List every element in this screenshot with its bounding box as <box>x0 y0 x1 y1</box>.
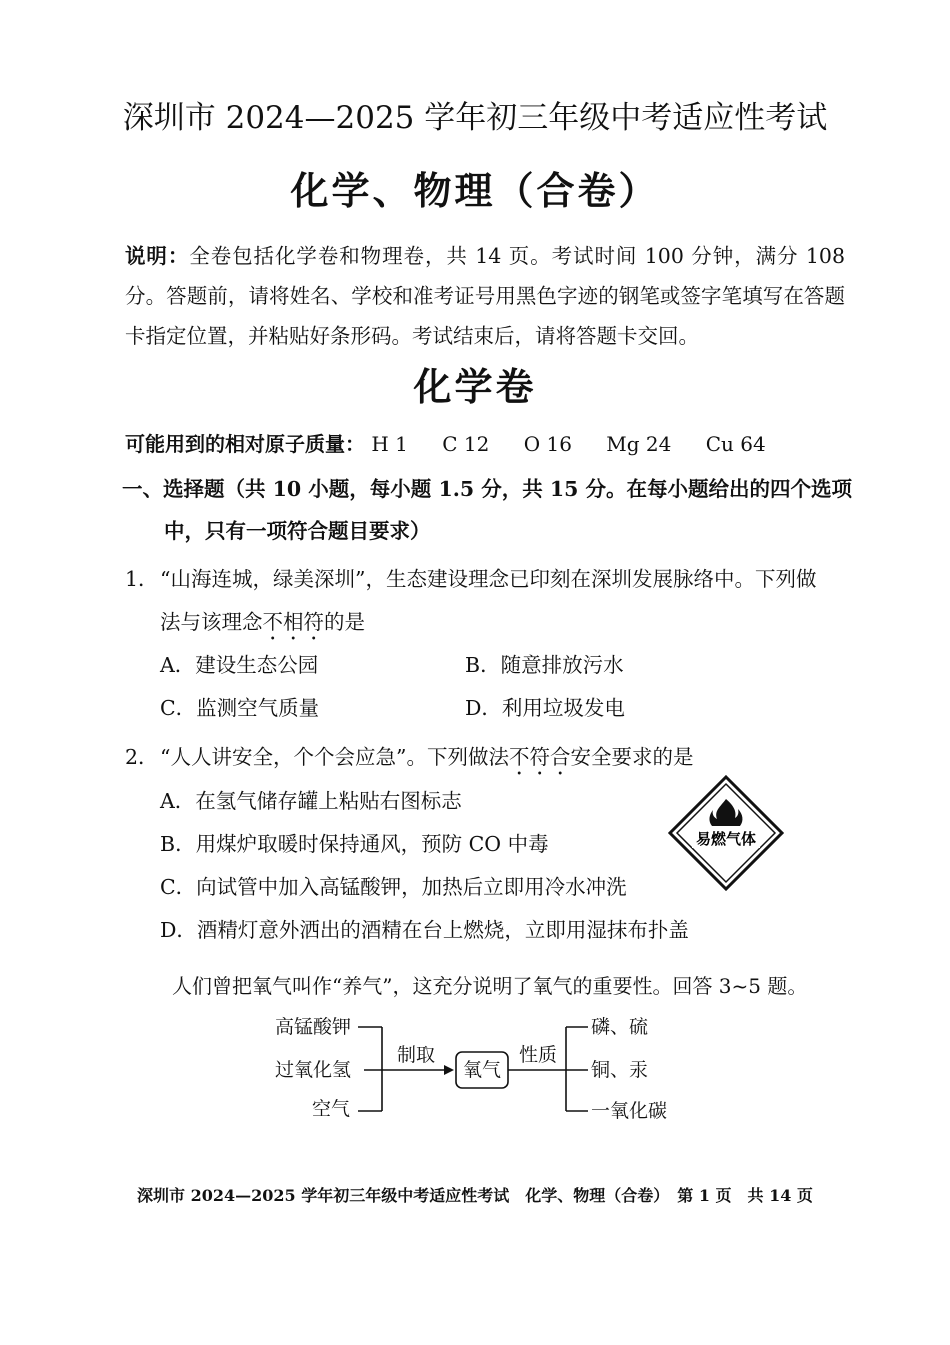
q1-option-c: C．监测空气质量 <box>160 696 320 720</box>
q2-option-b: B．用煤炉取暖时保持通风，预防 CO 中毒 <box>160 832 549 856</box>
atomic-mass-item: O 16 <box>523 432 572 456</box>
q1-emphasis: 不相符 <box>262 610 324 634</box>
atomic-mass-item: Cu 64 <box>705 432 766 456</box>
q2-number: 2． <box>125 745 159 769</box>
section1-line2: 中，只有一项符合题目要求） <box>164 519 431 543</box>
section1-heading <box>122 468 852 552</box>
exam-header-title: 深圳市 2024—2025 学年初三年级中考适应性考试 <box>122 100 828 136</box>
q2-stem-pre: “人人讲安全，个个会应急”。下列做法 <box>160 745 509 769</box>
q2-option-a: A．在氢气储存罐上粘贴右图标志 <box>160 789 462 813</box>
q1-stem-pre: 法与该理念 <box>160 610 263 634</box>
flammable-gas-sign-icon <box>668 775 784 891</box>
oxygen-diagram <box>260 1005 700 1130</box>
property-label: 性质 <box>519 1044 558 1066</box>
instructions-label: 说明： <box>125 244 190 268</box>
intro-q3-5: 人们曾把氧气叫作“养气”，这充分说明了氧气的重要性。回答 3~5 题。 <box>172 974 808 998</box>
atomic-mass-item: H 1 <box>371 432 408 456</box>
product-carbon-monoxide: 一氧化碳 <box>591 1100 668 1122</box>
q2-stem <box>160 740 693 780</box>
flammable-sign-label: 易燃气体 <box>695 830 757 848</box>
q1-stem-line2 <box>160 605 365 645</box>
q1-option-d: D．利用垃圾发电 <box>465 696 625 720</box>
paper-title: 化学、物理（合卷） <box>290 168 660 213</box>
section1-line1: 一、选择题（共 10 小题，每小题 1.5 分，共 15 分。在每小题给出的四个选项 <box>122 477 853 501</box>
page-footer: 深圳市 2024—2025 学年初三年级中考适应性考试 化学、物理（合卷） 第 1 页 共 14 页 <box>137 1186 813 1205</box>
section-title-chemistry: 化学卷 <box>413 364 537 409</box>
q2-option-d: D．酒精灯意外洒出的酒精在台上燃烧，立即用湿抹布扑盖 <box>160 918 689 942</box>
q1-stem-line1: “山海连城，绿美深圳”，生态建设理念已印刻在深圳发展脉络中。下列做 <box>160 567 817 591</box>
atomic-mass-item: C 12 <box>442 432 490 456</box>
instructions <box>125 236 845 356</box>
q1-stem-post: 的是 <box>324 610 365 634</box>
product-copper-mercury: 铜、汞 <box>591 1059 649 1081</box>
atomic-masses <box>125 428 794 457</box>
source-potassium-permanganate: 高锰酸钾 <box>275 1016 352 1038</box>
atomic-masses-label: 可能用到的相对原子质量： <box>125 432 365 456</box>
q2-emphasis: 不符合 <box>508 745 571 769</box>
instructions-text: 全卷包括化学卷和物理卷，共 14 页。考试时间 100 分钟，满分 108 分。答题前，请将姓名、学校和准考证号用黑色字迹的钢笔或签字笔填写在答题卡指定位置，并粘贴好条形码。考试结束后，请将答题卡交回。 <box>125 244 845 348</box>
center-oxygen: 氧气 <box>463 1059 502 1081</box>
q2-stem-post: 安全要求的是 <box>570 745 694 769</box>
q1-number: 1． <box>125 567 159 591</box>
q1-option-a: A．建设生态公园 <box>160 653 319 677</box>
q2-option-c: C．向试管中加入高锰酸钾，加热后立即用冷水冲洗 <box>160 875 627 899</box>
source-air: 空气 <box>312 1098 351 1120</box>
q1-option-b: B．随意排放污水 <box>465 653 624 677</box>
atomic-mass-item: Mg 24 <box>606 432 672 456</box>
source-hydrogen-peroxide: 过氧化氢 <box>275 1059 352 1081</box>
product-phosphorus-sulfur: 磷、硫 <box>591 1016 649 1038</box>
arrow-label-prepare: 制取 <box>397 1044 436 1066</box>
